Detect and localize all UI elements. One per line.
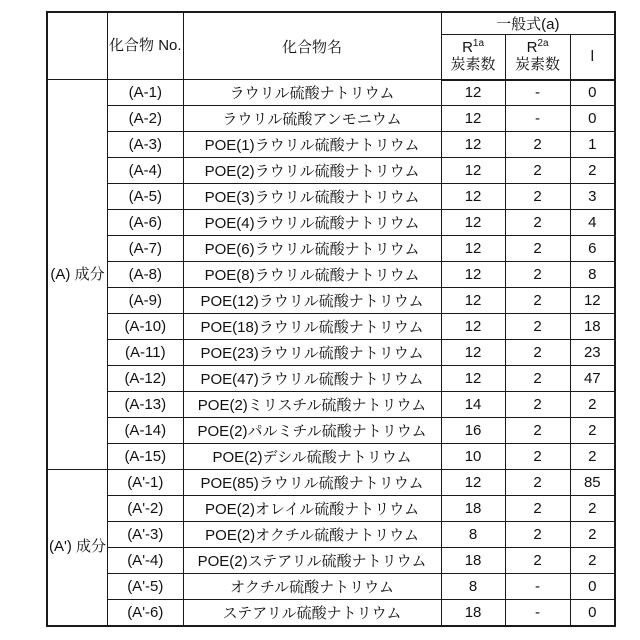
cell-compound-name: POE(3)ラウリル硫酸ナトリウム <box>183 184 441 210</box>
cell-r1a-carbons: 12 <box>441 340 505 366</box>
cell-r1a-carbons: 10 <box>441 444 505 470</box>
cell-l-value: 23 <box>570 340 615 366</box>
header-l: l <box>570 35 615 80</box>
header-group-empty <box>47 12 108 80</box>
table-row <box>47 600 615 626</box>
table-row <box>47 340 615 366</box>
cell-r1a-carbons: 8 <box>441 522 505 548</box>
cell-l-value: 1 <box>570 132 615 158</box>
group-label: (A') 成分 <box>47 470 108 626</box>
table-row <box>47 132 615 158</box>
cell-compound-name: POE(85)ラウリル硫酸ナトリウム <box>183 470 441 496</box>
cell-compound-name: POE(4)ラウリル硫酸ナトリウム <box>183 210 441 236</box>
cell-r1a-carbons: 12 <box>441 262 505 288</box>
compound-table <box>46 11 616 627</box>
table-row <box>47 158 615 184</box>
cell-l-value: 4 <box>570 210 615 236</box>
cell-r1a-carbons: 18 <box>441 548 505 574</box>
header-r1a-symbol: $R^{1a}$ <box>462 37 485 56</box>
cell-compound-no: (A'-1) <box>108 470 184 496</box>
cell-compound-name: POE(23)ラウリル硫酸ナトリウム <box>183 340 441 366</box>
cell-r2a-carbons: 2 <box>505 236 570 262</box>
cell-r2a-carbons: - <box>505 574 570 600</box>
cell-compound-no: (A-13) <box>108 392 184 418</box>
cell-compound-name: ラウリル硫酸ナトリウム <box>183 80 441 106</box>
cell-compound-no: (A-2) <box>108 106 184 132</box>
table-row <box>47 106 615 132</box>
cell-compound-name: POE(18)ラウリル硫酸ナトリウム <box>183 314 441 340</box>
table-row <box>47 574 615 600</box>
cell-r1a-carbons: 12 <box>441 106 505 132</box>
cell-compound-name: POE(8)ラウリル硫酸ナトリウム <box>183 262 441 288</box>
cell-compound-no: (A-14) <box>108 418 184 444</box>
cell-compound-name: POE(1)ラウリル硫酸ナトリウム <box>183 132 441 158</box>
table-row <box>47 470 615 496</box>
cell-r2a-carbons: 2 <box>505 340 570 366</box>
cell-r2a-carbons: 2 <box>505 470 570 496</box>
cell-l-value: 2 <box>570 158 615 184</box>
cell-r1a-carbons: 12 <box>441 158 505 184</box>
cell-compound-name: POE(2)ステアリル硫酸ナトリウム <box>183 548 441 574</box>
cell-compound-no: (A-4) <box>108 158 184 184</box>
cell-l-value: 6 <box>570 236 615 262</box>
cell-r1a-carbons: 18 <box>441 600 505 626</box>
cell-compound-name: POE(2)ラウリル硫酸ナトリウム <box>183 158 441 184</box>
cell-l-value: 2 <box>570 418 615 444</box>
cell-l-value: 18 <box>570 314 615 340</box>
table-body <box>47 80 615 626</box>
cell-compound-no: (A-12) <box>108 366 184 392</box>
cell-r2a-carbons: 2 <box>505 158 570 184</box>
cell-r2a-carbons: 2 <box>505 288 570 314</box>
table-row <box>47 444 615 470</box>
cell-compound-no: (A-8) <box>108 262 184 288</box>
table-row <box>47 522 615 548</box>
cell-r1a-carbons: 12 <box>441 288 505 314</box>
table-row <box>47 184 615 210</box>
cell-compound-no: (A-11) <box>108 340 184 366</box>
table-row <box>47 418 615 444</box>
cell-compound-name: POE(2)オクチル硫酸ナトリウム <box>183 522 441 548</box>
cell-r1a-carbons: 18 <box>441 496 505 522</box>
cell-compound-no: (A'-5) <box>108 574 184 600</box>
cell-r2a-carbons: 2 <box>505 496 570 522</box>
cell-l-value: 2 <box>570 392 615 418</box>
cell-l-value: 0 <box>570 600 615 626</box>
cell-r1a-carbons: 12 <box>441 236 505 262</box>
cell-compound-name: POE(2)オレイル硫酸ナトリウム <box>183 496 441 522</box>
cell-r1a-carbons: 12 <box>441 470 505 496</box>
table-row <box>47 262 615 288</box>
group-label: (A) 成分 <box>47 80 108 470</box>
cell-r1a-carbons: 12 <box>441 314 505 340</box>
cell-l-value: 85 <box>570 470 615 496</box>
cell-compound-no: (A'-4) <box>108 548 184 574</box>
cell-r1a-carbons: 12 <box>441 132 505 158</box>
table-row <box>47 236 615 262</box>
cell-r2a-carbons: 2 <box>505 418 570 444</box>
cell-l-value: 47 <box>570 366 615 392</box>
cell-l-value: 2 <box>570 522 615 548</box>
header-compound-name: 化合物名 <box>183 12 441 80</box>
table-row <box>47 548 615 574</box>
cell-compound-no: (A-5) <box>108 184 184 210</box>
cell-r1a-carbons: 16 <box>441 418 505 444</box>
cell-r2a-carbons: 2 <box>505 132 570 158</box>
cell-r1a-carbons: 12 <box>441 184 505 210</box>
header-general-formula: 一般式(a) <box>441 12 615 35</box>
header-r2a-carbon <box>505 35 570 80</box>
cell-r2a-carbons: 2 <box>505 262 570 288</box>
cell-compound-name: POE(6)ラウリル硫酸ナトリウム <box>183 236 441 262</box>
cell-r2a-carbons: 2 <box>505 314 570 340</box>
cell-r1a-carbons: 14 <box>441 392 505 418</box>
cell-compound-name: POE(47)ラウリル硫酸ナトリウム <box>183 366 441 392</box>
table-row <box>47 366 615 392</box>
cell-r2a-carbons: - <box>505 106 570 132</box>
header-r1a-carbon-label: 炭素数 <box>450 56 496 73</box>
cell-compound-name: POE(2)パルミチル硫酸ナトリウム <box>183 418 441 444</box>
cell-compound-name: オクチル硫酸ナトリウム <box>183 574 441 600</box>
cell-compound-name: POE(2)ミリスチル硫酸ナトリウム <box>183 392 441 418</box>
header-r2a-carbon-label: 炭素数 <box>515 56 561 73</box>
cell-compound-no: (A-15) <box>108 444 184 470</box>
cell-r2a-carbons: - <box>505 600 570 626</box>
table-row <box>47 392 615 418</box>
cell-compound-no: (A-6) <box>108 210 184 236</box>
cell-r1a-carbons: 12 <box>441 366 505 392</box>
cell-l-value: 2 <box>570 444 615 470</box>
cell-r2a-carbons: 2 <box>505 548 570 574</box>
cell-l-value: 2 <box>570 548 615 574</box>
table-row <box>47 80 615 106</box>
table-row <box>47 314 615 340</box>
cell-l-value: 0 <box>570 574 615 600</box>
header-compound-no: 化合物 No. <box>108 12 184 80</box>
cell-l-value: 3 <box>570 184 615 210</box>
table-row <box>47 288 615 314</box>
table-row <box>47 496 615 522</box>
cell-r2a-carbons: 2 <box>505 366 570 392</box>
cell-compound-no: (A-3) <box>108 132 184 158</box>
cell-r1a-carbons: 12 <box>441 80 505 106</box>
cell-r1a-carbons: 12 <box>441 210 505 236</box>
cell-r2a-carbons: 2 <box>505 392 570 418</box>
cell-r2a-carbons: 2 <box>505 210 570 236</box>
cell-l-value: 2 <box>570 496 615 522</box>
cell-compound-name: ステアリル硫酸ナトリウム <box>183 600 441 626</box>
cell-l-value: 0 <box>570 80 615 106</box>
cell-compound-no: (A-10) <box>108 314 184 340</box>
cell-r2a-carbons: 2 <box>505 184 570 210</box>
header-r1a-carbon <box>441 35 505 80</box>
cell-compound-name: POE(12)ラウリル硫酸ナトリウム <box>183 288 441 314</box>
table-row <box>47 210 615 236</box>
cell-r2a-carbons: 2 <box>505 444 570 470</box>
header-r2a-symbol: $R^{2a}$ <box>526 37 549 56</box>
cell-compound-no: (A-9) <box>108 288 184 314</box>
cell-compound-no: (A'-6) <box>108 600 184 626</box>
cell-r1a-carbons: 8 <box>441 574 505 600</box>
cell-compound-no: (A'-3) <box>108 522 184 548</box>
cell-l-value: 0 <box>570 106 615 132</box>
cell-r2a-carbons: 2 <box>505 522 570 548</box>
cell-compound-no: (A-7) <box>108 236 184 262</box>
cell-compound-name: ラウリル硫酸アンモニウム <box>183 106 441 132</box>
cell-l-value: 12 <box>570 288 615 314</box>
cell-compound-name: POE(2)デシル硫酸ナトリウム <box>183 444 441 470</box>
cell-compound-no: (A'-2) <box>108 496 184 522</box>
cell-l-value: 8 <box>570 262 615 288</box>
cell-r2a-carbons: - <box>505 80 570 106</box>
cell-compound-no: (A-1) <box>108 80 184 106</box>
